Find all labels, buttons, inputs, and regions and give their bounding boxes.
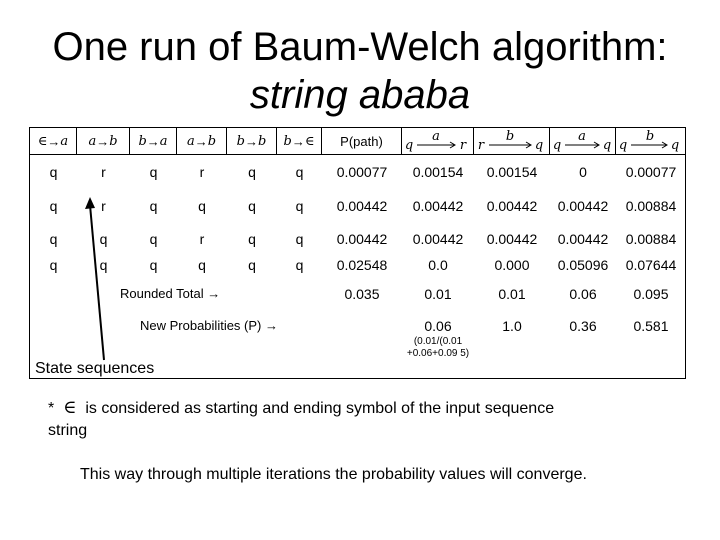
state-cell: r: [101, 164, 106, 180]
state-cell: q: [295, 164, 304, 180]
state-cell: q: [99, 257, 108, 273]
state-sequences-label: State sequences: [35, 360, 155, 377]
probability-cell: 0.00884: [625, 198, 677, 214]
state-cell: q: [248, 231, 256, 247]
state-cell: q: [198, 257, 206, 273]
probability-cell: 0.00154: [486, 164, 538, 180]
probability-cell: 0.00154: [412, 164, 464, 180]
state-cell: r: [101, 198, 106, 214]
svg-text:b: b: [505, 129, 514, 144]
header-transition-2: a → b: [77, 128, 130, 155]
probability-cell: 0.00442: [486, 198, 538, 214]
state-cell: q: [49, 231, 58, 247]
state-cell: q: [149, 198, 158, 214]
probability-cell: 0.00442: [557, 231, 609, 247]
svg-text:q: q: [602, 138, 611, 153]
state-cell: q: [248, 257, 256, 273]
state-cell: q: [49, 164, 58, 180]
new-probability-value: 1.0: [502, 318, 522, 334]
svg-text:q: q: [552, 138, 561, 153]
header-transition-4: a → b: [177, 128, 227, 155]
probability-cell: 0.00442: [336, 231, 388, 247]
svg-text:q: q: [618, 138, 628, 153]
probability-cell: 0.05096: [557, 257, 609, 273]
probability-cell: 0.00077: [336, 164, 388, 180]
svg-text:r: r: [459, 138, 466, 153]
probability-cell: 0.07644: [625, 257, 677, 273]
conclusion-text: This way through multiple iterations the probability values will converge.: [80, 466, 587, 483]
probability-cell: 0.00884: [625, 231, 677, 247]
rounded-value: 0.095: [633, 286, 669, 302]
rounded-total-label: Rounded Total →: [120, 286, 221, 301]
slide-title: One run of Baum-Welch algorithm:: [52, 25, 668, 69]
probability-cell: 0.02548: [336, 257, 388, 273]
state-cell: q: [295, 198, 304, 214]
header-transition-6: b → ∈: [277, 128, 322, 155]
slide-subtitle: string ababa: [249, 73, 471, 117]
header-transition-3: b → a: [130, 128, 177, 155]
new-probability-value: 0.581: [633, 318, 669, 334]
header-path-probability: P(path): [322, 128, 402, 155]
state-cell: r: [199, 231, 205, 247]
state-cell: q: [295, 231, 304, 247]
state-cell: q: [99, 231, 108, 247]
probability-cell: 0: [579, 164, 587, 180]
state-cell: q: [49, 257, 58, 273]
calculation-note: (0.01/(0.01 +0.06+0.09 5): [406, 336, 470, 359]
epsilon-symbol: ∈: [63, 397, 77, 418]
state-cell: q: [248, 198, 256, 214]
svg-text:q: q: [404, 138, 413, 153]
probability-cell: 0.00442: [412, 198, 464, 214]
state-cell: q: [198, 198, 206, 214]
svg-text:a: a: [431, 129, 440, 144]
new-probability-value: 0.06: [424, 318, 452, 334]
state-cell: q: [248, 164, 256, 180]
state-cell: q: [295, 257, 304, 273]
state-cell: r: [199, 164, 205, 180]
state-cell: q: [49, 198, 58, 214]
new-probabilities-label: New Probabilities (P) →: [140, 318, 278, 333]
footnote: * ∈ is considered as starting and ending symbol of the input sequence string: [48, 397, 555, 439]
rounded-value: 0.06: [569, 286, 597, 302]
probability-cell: 0.000: [494, 257, 530, 273]
probability-cell: 0.0: [428, 257, 448, 273]
probability-cell: 0.00442: [557, 198, 609, 214]
svg-text:q: q: [670, 138, 680, 153]
header-transition-5: b → b: [227, 128, 277, 155]
probability-cell: 0.00077: [625, 164, 677, 180]
rounded-value: 0.01: [498, 286, 526, 302]
svg-text:b: b: [645, 129, 655, 144]
state-cell: q: [149, 164, 158, 180]
probability-cell: 0.00442: [412, 231, 464, 247]
rounded-value: 0.035: [344, 286, 380, 302]
probability-cell: 0.00442: [486, 231, 538, 247]
state-cell: q: [149, 257, 158, 273]
probability-cell: 0.00442: [336, 198, 388, 214]
header-transition-1: ∈ → a: [30, 128, 77, 155]
new-probability-value: 0.36: [569, 318, 597, 334]
state-cell: q: [149, 231, 158, 247]
rounded-value: 0.01: [424, 286, 452, 302]
svg-text:a: a: [577, 129, 586, 144]
svg-text:q: q: [534, 138, 543, 153]
svg-text:r: r: [477, 138, 484, 153]
